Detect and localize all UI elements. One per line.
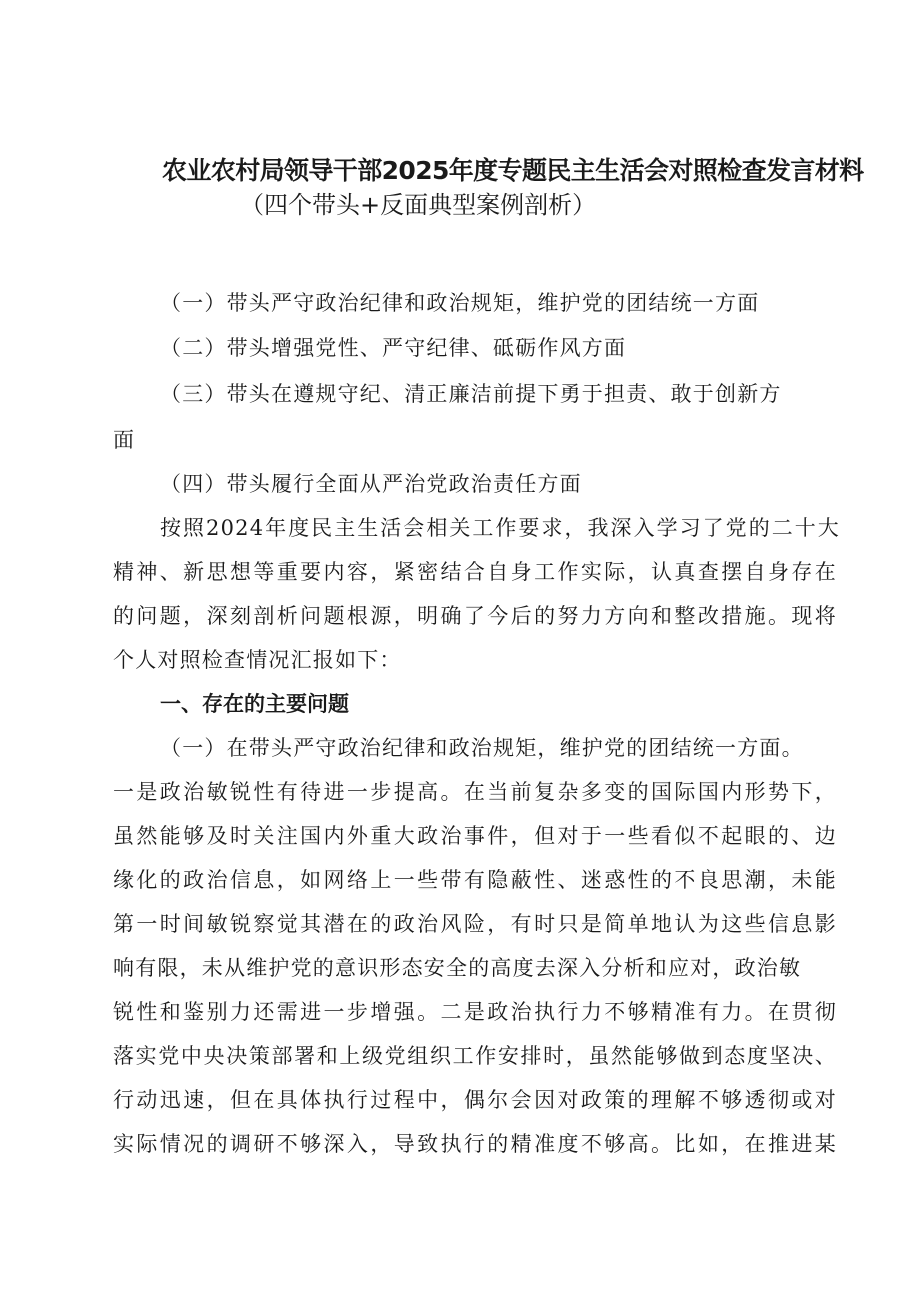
body-line: 响有限，未从维护党的意识形态安全的高度去深入分析和应对，政治敏 — [113, 956, 802, 980]
body-line: 虽然能够及时关注国内外重大政治事件，但对于一些看似不起眼的、边 — [113, 824, 837, 848]
intro-line: 精神、新思想等重要内容，紧密结合自身工作实际，认真查摆自身存在 — [113, 560, 837, 584]
document-title: 农业农村局领导干部2025年度专题民主生活会对照检查发言材料 — [162, 156, 864, 185]
body-line: 行动迅速，但在具体执行过程中，偶尔会因对政策的理解不够透彻或对 — [113, 1088, 837, 1112]
body-line: 一是政治敏锐性有待进一步提高。在当前复杂多变的国际国内形势下， — [113, 780, 837, 804]
section-heading: 一、存在的主要问题 — [160, 692, 349, 716]
body-line: 锐性和鉴别力还需进一步增强。二是政治执行力不够精准有力。在贯彻 — [113, 1000, 837, 1024]
intro-line: 的问题，深刻剖析问题根源，明确了今后的努力方向和整改措施。现将 — [113, 604, 837, 628]
outline-item: （四）带头履行全面从严治党政治责任方面 — [160, 472, 582, 496]
outline-item: （三）带头在遵规守纪、清正廉洁前提下勇于担责、敢于创新方 — [160, 382, 782, 406]
document-subtitle: （四个带头+反面典型案例剖析） — [240, 191, 597, 219]
body-line: 第一时间敏锐察觉其潜在的政治风险，有时只是简单地认为这些信息影 — [113, 912, 837, 936]
body-line: 落实党中央决策部署和上级党组织工作安排时，虽然能够做到态度坚决、 — [113, 1044, 837, 1068]
intro-line: 个人对照检查情况汇报如下： — [113, 648, 402, 672]
outline-item: （二）带头增强党性、严守纪律、砥砺作风方面 — [160, 336, 627, 360]
outline-item: （一）带头严守政治纪律和政治规矩，维护党的团结统一方面 — [160, 291, 760, 315]
body-line: （一）在带头严守政治纪律和政治规矩，维护党的团结统一方面。 — [160, 736, 804, 760]
body-line: 实际情况的调研不够深入，导致执行的精准度不够高。比如，在推进某 — [113, 1132, 837, 1156]
intro-line: 按照2024年度民主生活会相关工作要求，我深入学习了党的二十大 — [160, 516, 840, 540]
outline-item-continuation: 面 — [113, 428, 136, 452]
body-line: 缘化的政治信息，如网络上一些带有隐蔽性、迷惑性的不良思潮，未能 — [113, 868, 837, 892]
